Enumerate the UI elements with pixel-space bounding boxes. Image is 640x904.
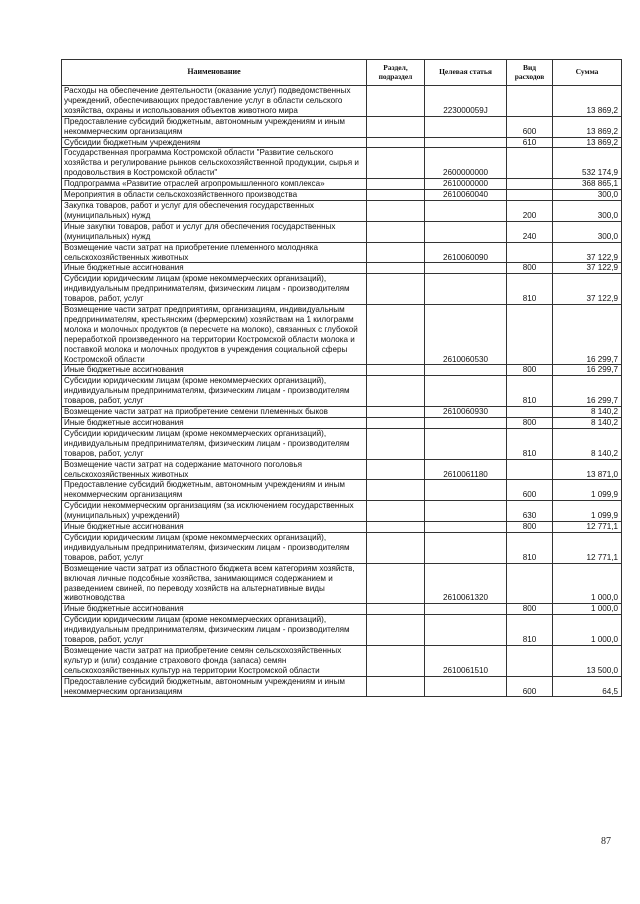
cell-section [367,86,425,117]
table-row [62,137,622,148]
cell-amount: 1 000,0 [553,615,622,646]
cell-target-article [425,274,507,305]
cell-name: Иные бюджетные ассигнования [62,522,367,533]
cell-amount: 8 140,2 [553,407,622,418]
cell-amount: 16 299,7 [553,376,622,407]
cell-section [367,604,425,615]
cell-target-article: 2610000000 [425,179,507,190]
cell-expense-type: 800 [507,418,553,429]
header-target: Целевая статья [425,60,507,86]
cell-expense-type: 810 [507,274,553,305]
table-row [62,221,622,242]
cell-target-article: 2600000000 [425,148,507,179]
cell-section [367,221,425,242]
cell-section [367,418,425,429]
cell-name: Расходы на обеспечение деятельности (оказание услуг) подведомственных учреждений, обеспечивающих предоставление услуг в области сельского хозяйства, охраны и использования объектов животного мира [62,86,367,117]
cell-target-article [425,137,507,148]
cell-target-article [425,428,507,459]
cell-section [367,263,425,274]
table-row [62,604,622,615]
cell-expense-type [507,459,553,480]
cell-section [367,365,425,376]
cell-amount: 13 869,2 [553,86,622,117]
header-amount: Сумма [553,60,622,86]
cell-section [367,190,425,201]
cell-amount: 532 174,9 [553,148,622,179]
table-row [62,148,622,179]
cell-name: Иные закупки товаров, работ и услуг для обеспечения государственных (муниципальных) нужд [62,221,367,242]
cell-amount: 13 869,2 [553,116,622,137]
table-row [62,615,622,646]
cell-amount: 300,0 [553,221,622,242]
table-row [62,365,622,376]
page-number: 87 [601,836,611,847]
cell-name: Иные бюджетные ассигнования [62,418,367,429]
cell-expense-type [507,645,553,676]
header-expense-type: Вид расходов [507,60,553,86]
cell-name: Предоставление субсидий бюджетным, автономным учреждениям и иным некоммерческим организациям [62,676,367,697]
cell-amount: 12 771,1 [553,522,622,533]
cell-expense-type [507,190,553,201]
cell-expense-type [507,305,553,365]
cell-name: Мероприятия в области сельскохозяйственного производства [62,190,367,201]
cell-target-article [425,221,507,242]
table-row [62,274,622,305]
cell-name: Предоставление субсидий бюджетным, автономным учреждениям и иным некоммерческим организациям [62,116,367,137]
cell-section [367,501,425,522]
cell-name: Субсидии юридическим лицам (кроме некоммерческих организаций), индивидуальным предпринимателям, физическим лицам - производителям товаров, работ, услуг [62,615,367,646]
cell-target-article [425,604,507,615]
table-row [62,532,622,563]
cell-amount: 12 771,1 [553,532,622,563]
cell-name: Предоставление субсидий бюджетным, автономным учреждениям и иным некоммерческим организациям [62,480,367,501]
cell-section [367,376,425,407]
cell-name: Возмещение части затрат на содержание маточного поголовья сельскохозяйственных животных [62,459,367,480]
cell-name: Закупка товаров, работ и услуг для обеспечения государственных (муниципальных) нужд [62,200,367,221]
cell-section [367,615,425,646]
cell-amount: 13 869,2 [553,137,622,148]
cell-expense-type [507,148,553,179]
cell-expense-type: 600 [507,116,553,137]
cell-name: Возмещение части затрат предприятиям, организациям, индивидуальным предпринимателям, крестьянским (фермерским) хозяйствам на 1 килограмм молока и молочных продуктов (в пересчете на молоко), связанных с глубокой переработкой произведенного на территории Костромской области молока и поставкой молока и молочных продуктов в учреждения социальной сферы Костромской области [62,305,367,365]
cell-expense-type [507,242,553,263]
cell-target-article [425,532,507,563]
cell-expense-type: 800 [507,263,553,274]
cell-expense-type: 240 [507,221,553,242]
cell-amount: 37 122,9 [553,263,622,274]
cell-name: Иные бюджетные ассигнования [62,263,367,274]
cell-expense-type [507,179,553,190]
table-row [62,501,622,522]
table-row [62,116,622,137]
cell-target-article [425,615,507,646]
cell-expense-type [507,407,553,418]
cell-target-article: 2610061180 [425,459,507,480]
cell-target-article [425,480,507,501]
cell-expense-type [507,563,553,604]
cell-section [367,116,425,137]
cell-section [367,645,425,676]
cell-target-article: 2610060530 [425,305,507,365]
cell-section [367,137,425,148]
table-body [62,86,622,697]
cell-expense-type: 810 [507,532,553,563]
cell-name: Субсидии некоммерческим организациям (за исключением государственных (муниципальных) учреждений) [62,501,367,522]
cell-target-article: 223000059J [425,86,507,117]
cell-amount: 8 140,2 [553,418,622,429]
cell-expense-type: 610 [507,137,553,148]
cell-amount: 1 099,9 [553,501,622,522]
cell-section [367,179,425,190]
cell-amount: 1 000,0 [553,563,622,604]
cell-amount: 1 099,9 [553,480,622,501]
cell-expense-type: 200 [507,200,553,221]
cell-target-article [425,200,507,221]
table-row [62,480,622,501]
cell-expense-type: 800 [507,365,553,376]
cell-target-article: 2610060090 [425,242,507,263]
cell-section [367,274,425,305]
table-row [62,263,622,274]
cell-amount: 37 122,9 [553,274,622,305]
cell-name: Возмещение части затрат из областного бюджета всем категориям хозяйств, включая личные подсобные хозяйства, занимающимся содержанием и разведением свиней, по переводу хозяйств на альтернативные виды животноводства [62,563,367,604]
header-section: Раздел, подраздел [367,60,425,86]
cell-name: Иные бюджетные ассигнования [62,604,367,615]
table-row [62,190,622,201]
table-row [62,305,622,365]
cell-expense-type [507,86,553,117]
cell-target-article [425,676,507,697]
header-name: Наименование [62,60,367,86]
table-row [62,86,622,117]
cell-target-article [425,116,507,137]
cell-section [367,522,425,533]
cell-section [367,305,425,365]
budget-table [61,59,622,697]
cell-section [367,532,425,563]
cell-name: Иные бюджетные ассигнования [62,365,367,376]
cell-name: Возмещение части затрат на приобретение семян сельскохозяйственных культур и (или) создание страхового фонда (запаса) семян сельскохозяйственных культур на территории Костромской области [62,645,367,676]
cell-section [367,407,425,418]
cell-amount: 13 500,0 [553,645,622,676]
cell-expense-type: 600 [507,480,553,501]
cell-section [367,459,425,480]
cell-target-article: 2610060040 [425,190,507,201]
cell-name: Субсидии юридическим лицам (кроме некоммерческих организаций), индивидуальным предпринимателям, физическим лицам - производителям товаров, работ, услуг [62,376,367,407]
cell-expense-type: 800 [507,604,553,615]
cell-section [367,676,425,697]
cell-section [367,428,425,459]
cell-amount: 13 871,0 [553,459,622,480]
cell-name: Субсидии юридическим лицам (кроме некоммерческих организаций), индивидуальным предпринимателям, физическим лицам - производителям товаров, работ, услуг [62,274,367,305]
table-row [62,676,622,697]
cell-section [367,242,425,263]
cell-amount: 37 122,9 [553,242,622,263]
cell-section [367,480,425,501]
table-row [62,459,622,480]
cell-target-article: 2610060930 [425,407,507,418]
table-row [62,645,622,676]
cell-name: Субсидии юридическим лицам (кроме некоммерческих организаций), индивидуальным предпринимателям, физическим лицам - производителям товаров, работ, услуг [62,532,367,563]
cell-section [367,563,425,604]
table-row [62,200,622,221]
table-row [62,428,622,459]
cell-target-article [425,263,507,274]
cell-target-article [425,418,507,429]
cell-target-article: 2610061510 [425,645,507,676]
table-row [62,242,622,263]
cell-expense-type: 810 [507,428,553,459]
cell-amount: 8 140,2 [553,428,622,459]
cell-amount: 300,0 [553,200,622,221]
cell-name: Государственная программа Костромской области "Развитие сельского хозяйства и регулирование рынков сельскохозяйственной продукции, сырья и продовольствия в Костромской области" [62,148,367,179]
cell-target-article [425,365,507,376]
cell-amount: 1 000,0 [553,604,622,615]
cell-expense-type: 630 [507,501,553,522]
cell-amount: 64,5 [553,676,622,697]
table-row [62,407,622,418]
cell-expense-type: 600 [507,676,553,697]
cell-target-article [425,501,507,522]
table-row [62,418,622,429]
cell-amount: 300,0 [553,190,622,201]
cell-target-article [425,376,507,407]
table-row [62,376,622,407]
table-row [62,522,622,533]
cell-target-article [425,522,507,533]
cell-amount: 16 299,7 [553,305,622,365]
cell-expense-type: 810 [507,376,553,407]
cell-amount: 368 865,1 [553,179,622,190]
cell-name: Субсидии юридическим лицам (кроме некоммерческих организаций), индивидуальным предпринимателям, физическим лицам - производителям товаров, работ, услуг [62,428,367,459]
cell-name: Возмещение части затрат на приобретение семени племенных быков [62,407,367,418]
cell-name: Субсидии бюджетным учреждениям [62,137,367,148]
cell-section [367,200,425,221]
cell-name: Возмещение части затрат на приобретение племенного молодняка сельскохозяйственных животных [62,242,367,263]
table-header [62,60,622,86]
cell-target-article: 2610061320 [425,563,507,604]
cell-section [367,148,425,179]
cell-expense-type: 810 [507,615,553,646]
cell-amount: 16 299,7 [553,365,622,376]
table-row [62,563,622,604]
cell-name: Подпрограмма «Развитие отраслей агропромышленного комплекса» [62,179,367,190]
table-row [62,179,622,190]
cell-expense-type: 800 [507,522,553,533]
